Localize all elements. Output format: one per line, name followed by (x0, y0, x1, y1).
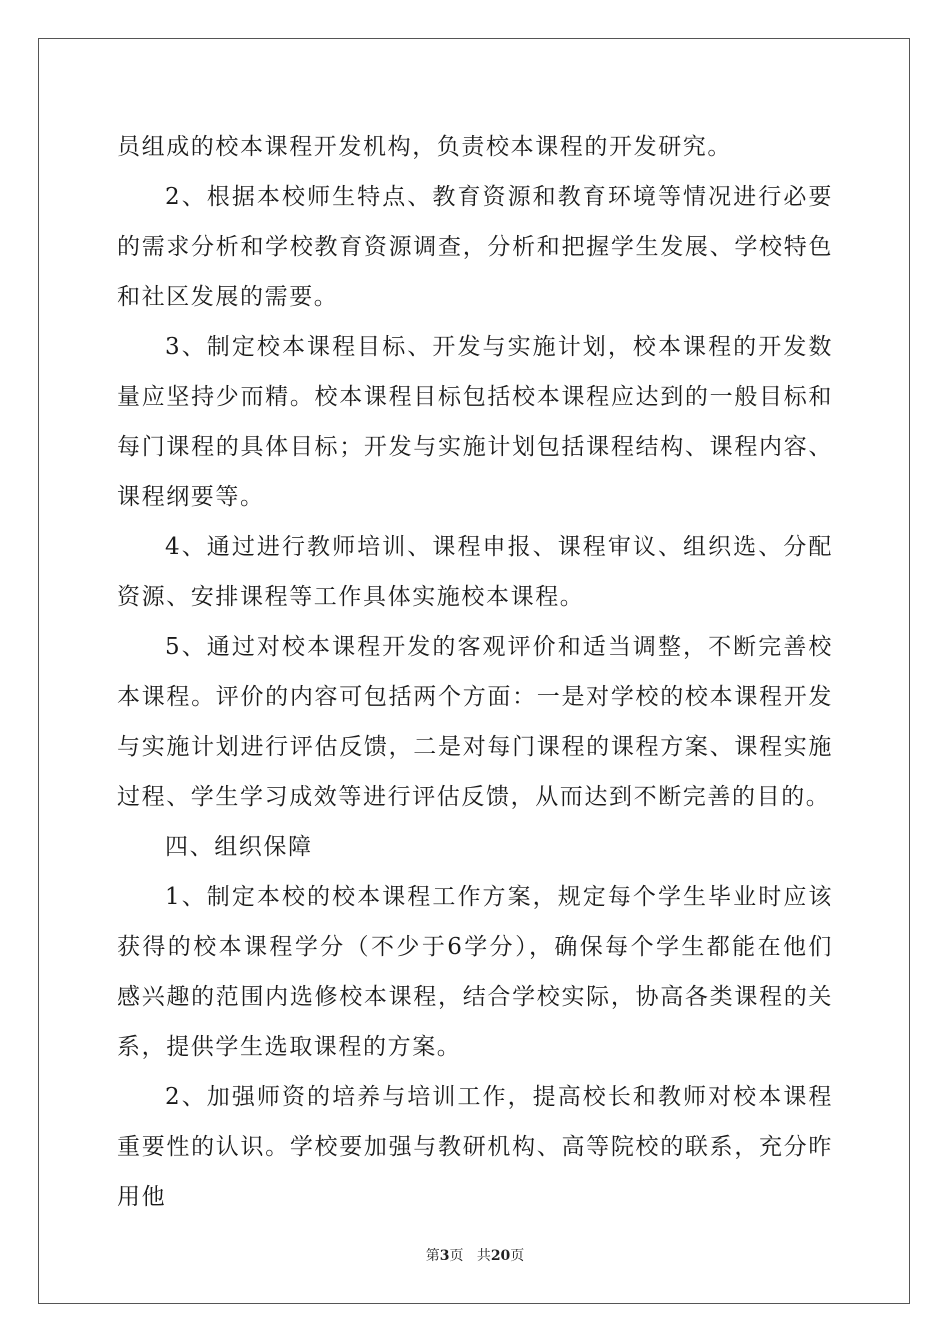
document-body (117, 122, 833, 1222)
paragraph-0: 员组成的校本课程开发机构，负责校本课程的开发研究。 (117, 134, 732, 160)
footer-total-prefix: 共 (476, 1248, 491, 1264)
footer-page-unit: 页 (449, 1248, 464, 1264)
paragraph-3: 4、通过进行教师培训、课程申报、课程审议、组织选、分配资源、安排课程等工作具体实施校本课程。 (117, 534, 833, 610)
paragraph-1: 2、根据本校师生特点、教育资源和教育环境等情况进行必要的需求分析和学校教育资源调查，分析和把握学生发展、学校特色和社区发展的需要。 (117, 184, 833, 310)
paragraph-6: 1、制定本校的校本课程工作方案，规定每个学生毕业时应该获得的校本课程学分（不少于6学分），确保每个学生都能在他们感兴趣的范围内选修校本课程，结合学校实际，协高各类课程的关系，提供学生选取课程的方案。 (117, 884, 833, 1060)
paragraph-4: 5、通过对校本课程开发的客观评价和适当调整，不断完善校本课程。评价的内容可包括两个方面：一是对学校的校本课程开发与实施计划进行评估反馈，二是对每门课程的课程方案、课程实施过程、学生学习成效等进行评估反馈，从而达到不断完善的目的。 (117, 634, 833, 810)
paragraph-7: 2、加强师资的培养与培训工作，提高校长和教师对校本课程重要性的认识。学校要加强与教研机构、高等院校的联系，充分昨用他 (117, 1084, 833, 1210)
footer-prefix: 第 (425, 1248, 440, 1264)
section-heading: 四、组织保障 (165, 834, 313, 860)
page-footer (0, 1245, 950, 1265)
footer-page-number: 3 (439, 1248, 450, 1264)
paragraph-2: 3、制定校本课程目标、开发与实施计划，校本课程的开发数量应坚持少而精。校本课程目标包括校本课程应达到的一般目标和每门课程的具体目标；开发与实施计划包括课程结构、课程内容、课程纲要等。 (117, 334, 833, 510)
footer-total-unit: 页 (510, 1248, 525, 1264)
footer-total-pages: 20 (490, 1248, 511, 1264)
